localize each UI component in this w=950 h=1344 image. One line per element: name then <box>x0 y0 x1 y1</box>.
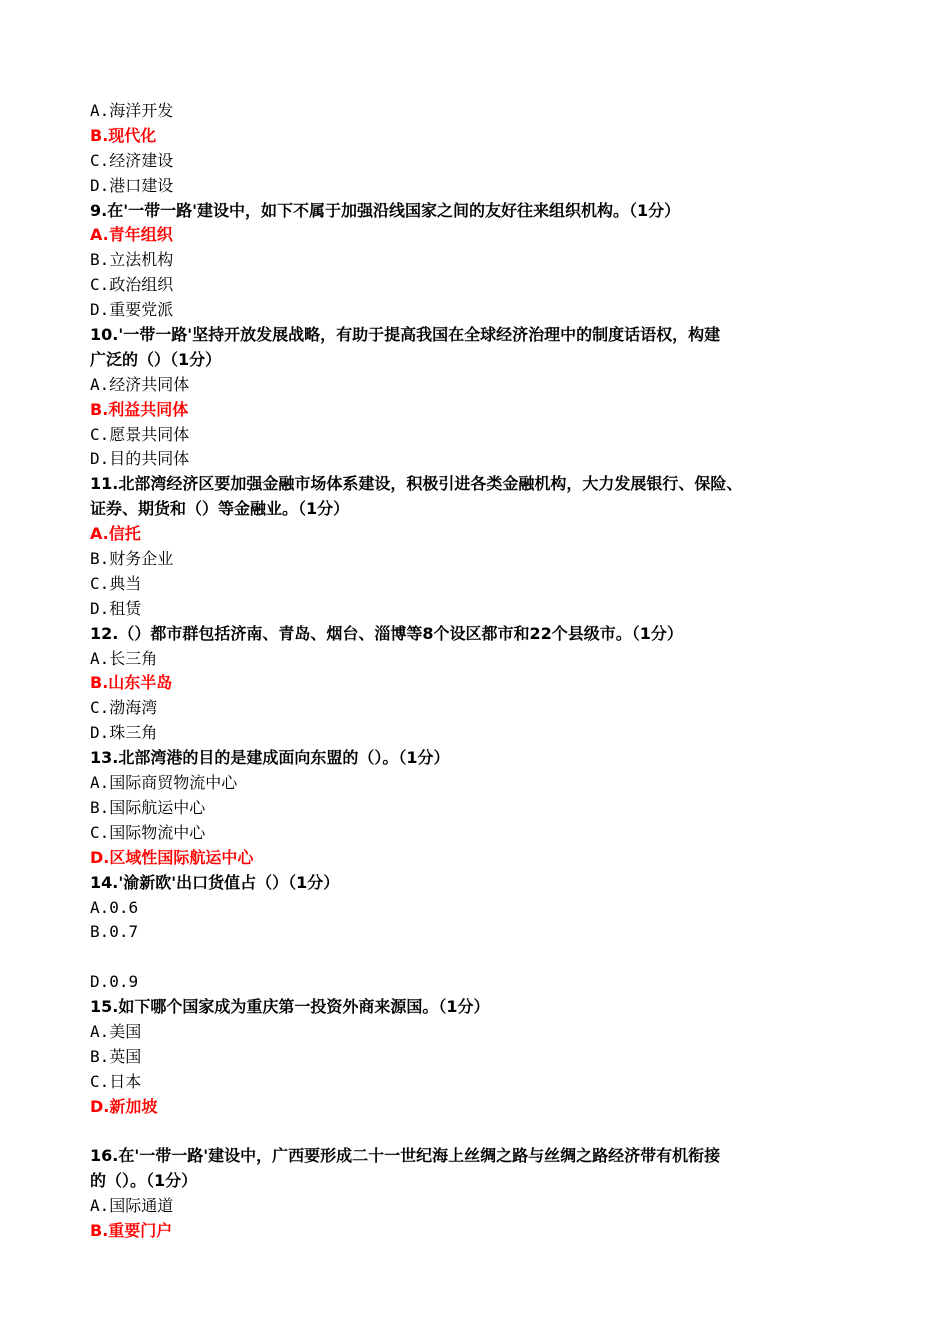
question-text: 的（）。（1分） <box>90 1171 198 1191</box>
correct-answer-option: A.信托 <box>90 524 141 544</box>
answer-option: C.政治组织 <box>90 275 174 295</box>
answer-option: B.立法机构 <box>90 250 174 270</box>
blank-line <box>90 945 870 970</box>
answer-option: A.经济共同体 <box>90 374 190 394</box>
answer-option: D.0.9 <box>90 972 139 992</box>
answer-option: A.国际商贸物流中心 <box>90 773 238 793</box>
question-text: 12.（）都市群包括济南、青岛、烟台、淄博等8个设区都市和22个县级市。（1分） <box>90 623 683 643</box>
question-text: 14.'渝新欧'出口货值占（）（1分） <box>90 872 340 892</box>
question-text: 10.'一带一路'坚持开放发展战略，有助于提高我国在全球经济治理中的制度话语权，构建 <box>90 325 721 345</box>
answer-option: A.0.6 <box>90 897 139 917</box>
answer-option: A.国际通道 <box>90 1196 174 1216</box>
answer-option: C.典当 <box>90 573 142 593</box>
answer-option: C.经济建设 <box>90 150 174 170</box>
correct-answer-option: D.区域性国际航运中心 <box>90 847 254 867</box>
question-text: 广泛的（）（1分） <box>90 349 222 369</box>
answer-option: B.英国 <box>90 1046 142 1066</box>
answer-option: D.港口建设 <box>90 175 174 195</box>
answer-option: D.目的共同体 <box>90 449 190 469</box>
question-text: 证券、期货和（）等金融业。（1分） <box>90 499 350 519</box>
answer-option: A.长三角 <box>90 648 158 668</box>
correct-answer-option: B.山东半岛 <box>90 673 173 693</box>
blank-line <box>90 1120 870 1145</box>
answer-option: A.美国 <box>90 1021 142 1041</box>
answer-option: D.珠三角 <box>90 723 158 743</box>
correct-answer-option: A.青年组织 <box>90 225 173 245</box>
answer-option: B.财务企业 <box>90 549 174 569</box>
answer-option: D.租赁 <box>90 598 142 618</box>
answer-option: C.日本 <box>90 1071 142 1091</box>
question-text: 16.在'一带一路'建设中，广西要形成二十一世纪海上丝绸之路与丝绸之路经济带有机衔接 <box>90 1146 721 1166</box>
answer-option: C.愿景共同体 <box>90 424 190 444</box>
question-text: 15.如下哪个国家成为重庆第一投资外商来源国。（1分） <box>90 997 490 1017</box>
answer-option: C.渤海湾 <box>90 698 158 718</box>
answer-option: B.0.7 <box>90 922 139 942</box>
correct-answer-option: B.重要门户 <box>90 1221 173 1241</box>
correct-answer-option: D.新加坡 <box>90 1096 158 1116</box>
question-text: 11.北部湾经济区要加强金融市场体系建设，积极引进各类金融机构，大力发展银行、保险、 <box>90 474 743 494</box>
answer-option: A.海洋开发 <box>90 101 174 120</box>
answer-option: C.国际物流中心 <box>90 822 206 842</box>
correct-answer-option: B.利益共同体 <box>90 399 189 419</box>
question-text: 9.在'一带一路'建设中，如下不属于加强沿线国家之间的友好往来组织机构。（1分） <box>90 200 681 220</box>
correct-answer-option: B.现代化 <box>90 125 157 145</box>
answer-option: D.重要党派 <box>90 300 174 320</box>
question-text: 13.北部湾港的目的是建成面向东盟的（）。（1分） <box>90 748 450 768</box>
document-page <box>90 99 870 1244</box>
answer-option: B.国际航运中心 <box>90 797 206 817</box>
